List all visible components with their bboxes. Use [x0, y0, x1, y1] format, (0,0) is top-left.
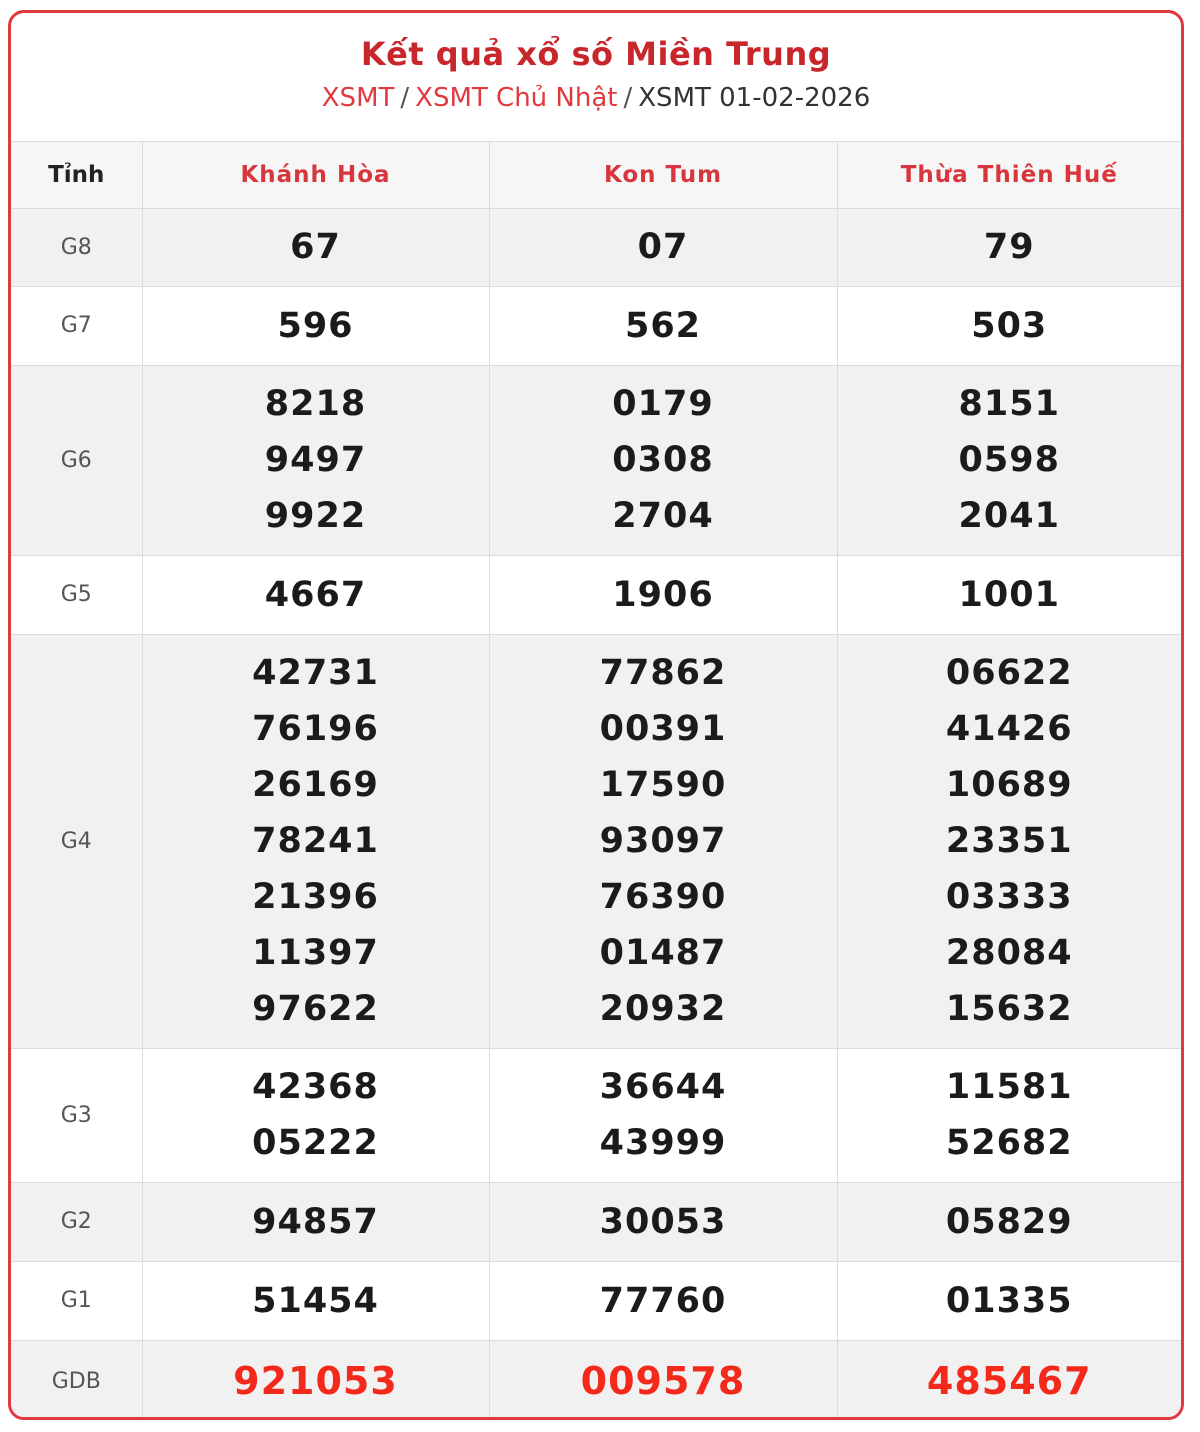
result-cell	[837, 208, 1181, 286]
result-number: 78241	[252, 821, 379, 861]
result-number: 1001	[958, 574, 1060, 615]
table-row	[11, 286, 1181, 365]
special-prize-number: 485467	[926, 1359, 1092, 1403]
result-cell	[142, 634, 489, 1048]
prize-label: G5	[11, 555, 142, 634]
result-cell	[142, 208, 489, 286]
result-number: 11581	[945, 1067, 1073, 1107]
result-cell	[489, 1048, 837, 1182]
result-number: 77862	[599, 653, 727, 693]
breadcrumb-separator: /	[400, 83, 410, 113]
result-cell	[837, 286, 1181, 365]
table-row	[11, 1261, 1181, 1340]
table-row	[11, 634, 1181, 1048]
result-number: 97622	[252, 989, 379, 1029]
result-number: 06622	[945, 653, 1073, 693]
result-cell	[142, 286, 489, 365]
result-number: 8151	[958, 384, 1060, 424]
table-row	[11, 208, 1181, 286]
result-number: 28084	[945, 933, 1073, 973]
result-cell	[489, 1182, 837, 1261]
result-cell	[837, 1261, 1181, 1340]
result-number: 0598	[958, 440, 1060, 480]
result-number: 01335	[945, 1280, 1073, 1321]
result-number: 77760	[599, 1280, 727, 1321]
result-cell	[489, 365, 837, 555]
result-number: 30053	[599, 1201, 727, 1242]
result-number: 9922	[264, 496, 367, 536]
table-header-row	[11, 142, 1181, 208]
result-cell	[837, 634, 1181, 1048]
table-row	[11, 1048, 1181, 1182]
table-row	[11, 365, 1181, 555]
result-number: 05829	[945, 1201, 1073, 1242]
special-prize-number: 921053	[233, 1359, 398, 1403]
breadcrumb-link-xsmt[interactable]: XSMT	[321, 83, 395, 113]
result-number: 2704	[612, 496, 714, 536]
result-number: 8218	[264, 384, 367, 424]
result-number: 51454	[252, 1280, 379, 1321]
result-cell	[142, 555, 489, 634]
result-number: 562	[624, 305, 702, 346]
result-number: 76196	[252, 709, 379, 749]
result-cell	[837, 365, 1181, 555]
result-number: 52682	[945, 1123, 1073, 1163]
result-number: 21396	[252, 877, 379, 917]
result-number: 93097	[599, 821, 727, 861]
result-number: 76390	[599, 877, 727, 917]
result-number: 0179	[612, 384, 714, 424]
results-card	[8, 10, 1184, 1420]
prize-label: G2	[11, 1182, 142, 1261]
result-cell	[142, 365, 489, 555]
result-number: 596	[277, 305, 354, 346]
prize-label: G1	[11, 1261, 142, 1340]
province-khanh-hoa[interactable]: Khánh Hòa	[142, 142, 489, 208]
result-cell	[489, 1340, 837, 1420]
result-number: 00391	[599, 709, 727, 749]
result-cell	[142, 1261, 489, 1340]
result-number: 41426	[945, 709, 1073, 749]
result-number: 15632	[945, 989, 1073, 1029]
result-number: 94857	[252, 1201, 379, 1242]
result-cell	[489, 286, 837, 365]
province-column-label: Tỉnh	[11, 142, 142, 208]
result-number: 20932	[599, 989, 727, 1029]
results-table	[11, 142, 1181, 1420]
result-cell	[489, 208, 837, 286]
result-number: 10689	[945, 765, 1073, 805]
result-cell	[142, 1048, 489, 1182]
result-cell	[142, 1182, 489, 1261]
result-number: 17590	[599, 765, 727, 805]
result-cell	[142, 1340, 489, 1420]
result-number: 503	[971, 305, 1048, 346]
result-cell	[489, 1261, 837, 1340]
province-thua-thien-hue[interactable]: Thừa Thiên Huế	[837, 142, 1181, 208]
result-number: 07	[637, 227, 689, 267]
result-number: 36644	[599, 1067, 727, 1107]
result-number: 42368	[252, 1067, 379, 1107]
prize-label: G3	[11, 1048, 142, 1182]
result-cell	[837, 1182, 1181, 1261]
province-kon-tum[interactable]: Kon Tum	[489, 142, 837, 208]
table-row	[11, 1182, 1181, 1261]
result-number: 01487	[599, 933, 727, 973]
prize-label: G4	[11, 634, 142, 1048]
result-cell	[837, 555, 1181, 634]
result-cell	[489, 634, 837, 1048]
breadcrumb-separator: /	[623, 83, 633, 113]
page-title: Kết quả xổ số Miền Trung	[360, 35, 832, 73]
result-number: 11397	[252, 933, 379, 973]
result-number: 05222	[252, 1123, 379, 1163]
result-cell	[837, 1048, 1181, 1182]
result-number: 42731	[252, 653, 379, 693]
result-number: 43999	[599, 1123, 727, 1163]
breadcrumb-link-sunday[interactable]: XSMT Chủ Nhật	[415, 83, 618, 113]
result-cell	[837, 1340, 1181, 1420]
result-number: 1906	[612, 574, 714, 615]
table-row	[11, 1340, 1181, 1420]
results-body	[11, 208, 1181, 1420]
result-number: 9497	[264, 440, 367, 480]
result-number: 03333	[945, 877, 1073, 917]
result-number: 4667	[264, 574, 367, 615]
result-number: 79	[983, 227, 1035, 267]
prize-label: GDB	[11, 1340, 142, 1420]
breadcrumb-current: XSMT 01-02-2026	[638, 83, 871, 113]
breadcrumb	[11, 83, 1181, 113]
result-cell	[489, 555, 837, 634]
prize-label: G8	[11, 208, 142, 286]
table-row	[11, 555, 1181, 634]
card-header	[11, 13, 1181, 142]
result-number: 23351	[945, 821, 1073, 861]
result-number: 0308	[612, 440, 714, 480]
result-number: 2041	[958, 496, 1060, 536]
result-number: 67	[290, 227, 341, 267]
result-number: 26169	[252, 765, 379, 805]
special-prize-number: 009578	[580, 1359, 746, 1403]
prize-label: G6	[11, 365, 142, 555]
prize-label: G7	[11, 286, 142, 365]
